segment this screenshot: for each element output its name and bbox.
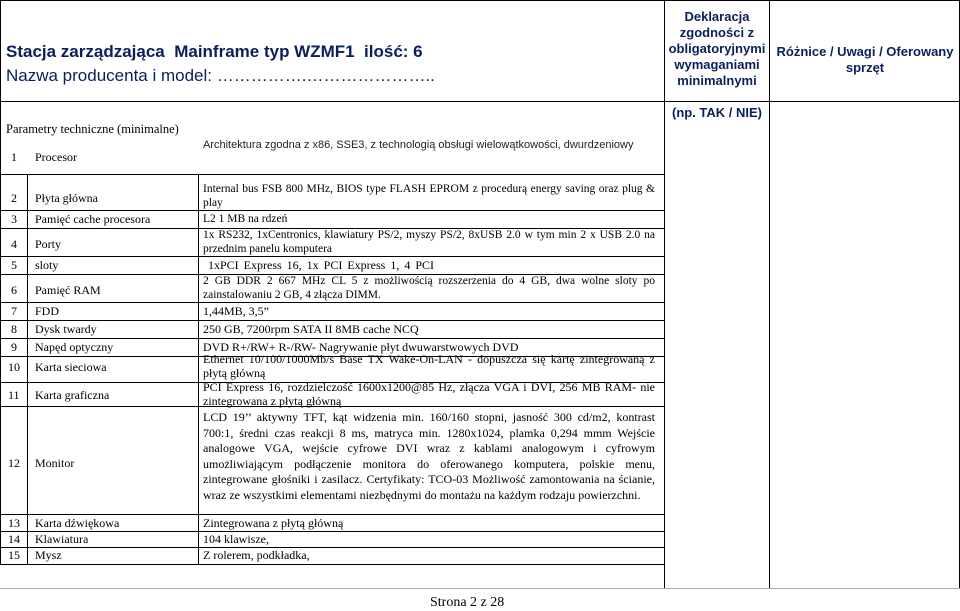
row-value: DVD R+/RW+ R-/RW- Nagrywanie płyt dwuwarstwowych DVD	[203, 340, 519, 354]
page-number: Strona 2 z 28	[430, 595, 505, 610]
section-title: Parametry techniczne (minimalne)	[6, 122, 179, 136]
row-value: Zintegrowana z płytą główną	[203, 516, 344, 530]
row-name: FDD	[35, 304, 60, 318]
row-number: 8	[11, 322, 17, 336]
row-value: Z rolerem, podkładka,	[203, 548, 310, 562]
row-value: 104 klawisze,	[203, 532, 269, 546]
row-number: 5	[11, 258, 17, 272]
producer-model-field: Nazwa producenta i model: …………….…………………..	[6, 66, 435, 85]
row-name: Procesor	[35, 150, 77, 164]
row-value: Ethernet 10/100/1000Mb/s Base TX Wake-On-LAN - dopuszcza się kartę zintegrowaną z płytą główną	[203, 352, 655, 380]
row-name: sloty	[35, 258, 59, 272]
row-name: Karta dźwiękowa	[35, 516, 120, 530]
row-value: 250 GB, 7200rpm SATA II 8MB cache NCQ	[203, 322, 419, 336]
row-value: PCI Express 16, rozdzielczość 1600x1200@85 Hz, złącza VGA i DVI, 256 MB RAM- nie zintegrowana z płytą główną	[203, 380, 655, 408]
column-header-notes: Różnice / Uwagi / Oferowany sprzęt	[776, 44, 954, 75]
row-number: 11	[8, 388, 20, 402]
row-value: 1,44MB, 3,5”	[203, 304, 269, 318]
column-header-declaration: Deklaracja zgodności z obligatoryjnymi wymaganiami minimalnymi	[668, 9, 766, 88]
row-value: 1x RS232, 1xCentronics, klawiatury PS/2, myszy PS/2, 8xUSB 2.0 w tym min 2 x USB 2.0 na przednim panelu komputera	[203, 229, 655, 255]
row-number: 4	[11, 237, 17, 251]
row-name: Karta sieciowa	[35, 360, 107, 374]
row-name: Klawiatura	[35, 532, 89, 546]
row-name: Pamięć cache procesora	[35, 212, 151, 226]
row-number: 13	[8, 516, 20, 530]
row-value: 1xPCI Express 16, 1x PCI Express 1, 4 PCI	[208, 258, 435, 272]
row-value: 2 GB DDR 2 667 MHz CL 5 z możliwością rozszerzenia do 4 GB, dwa wolne sloty po zainstalowaniu 2 GB, 4 złącza DIMM.	[203, 275, 655, 301]
row-name: Napęd optyczny	[35, 340, 114, 354]
row-number: 6	[11, 283, 17, 297]
row-value: Internal bus FSB 800 MHz, BIOS type FLASH EPROM z procedurą energy saving oraz plug & play	[203, 183, 655, 209]
row-name: Pamięć RAM	[35, 283, 101, 297]
row-value: LCD 19’’ aktywny TFT, kąt widzenia min. 160/160 stopni, jasność 300 cd/m2, kontrast 700:1, średni czas reakcji 8 ms, matryca min. 1280x1024, plamka 0,294 mmm Wejście analogowe VGA, wejście cyfrowe DVI wraz z kablami analogowym i cyfrowym umożliwiającym podłączenie monitora do oferowanego komputera, polskie menu, zintegrowane głośniki i zasilacz. Certyfikaty: TCO-03 Możliwość zamontowania na ścianie, wraz ze wszystkimi elementami niezbędnymi do montażu na każdym rodzaju powierzchni.	[203, 410, 655, 502]
row-name: Porty	[35, 237, 62, 251]
row-name: Karta graficzna	[35, 388, 110, 402]
row-name: Dysk twardy	[35, 322, 97, 336]
page-title: Stacja zarządzająca Mainframe typ WZMF1 ilość: 6	[6, 42, 423, 61]
row-number: 10	[8, 360, 20, 374]
row-number: 7	[11, 304, 17, 318]
row-number: 15	[8, 548, 20, 562]
row-value: Architektura zgodna z x86, SSE3, z technologią obsługi wielowątkowości, dwurdzeniowy	[203, 139, 634, 151]
row-number: 1	[11, 150, 17, 164]
row-value: L2 1 MB na rdzeń	[203, 213, 288, 225]
row-name: Płyta główna	[35, 191, 98, 205]
row-number: 2	[11, 191, 17, 205]
tak-nie-hint: (np. TAK / NIE)	[671, 105, 763, 120]
row-name: Mysz	[35, 548, 62, 562]
row-number: 9	[11, 340, 17, 354]
row-number: 12	[8, 456, 20, 470]
row-name: Monitor	[35, 456, 75, 470]
row-number: 14	[8, 532, 20, 546]
row-number: 3	[11, 212, 17, 226]
